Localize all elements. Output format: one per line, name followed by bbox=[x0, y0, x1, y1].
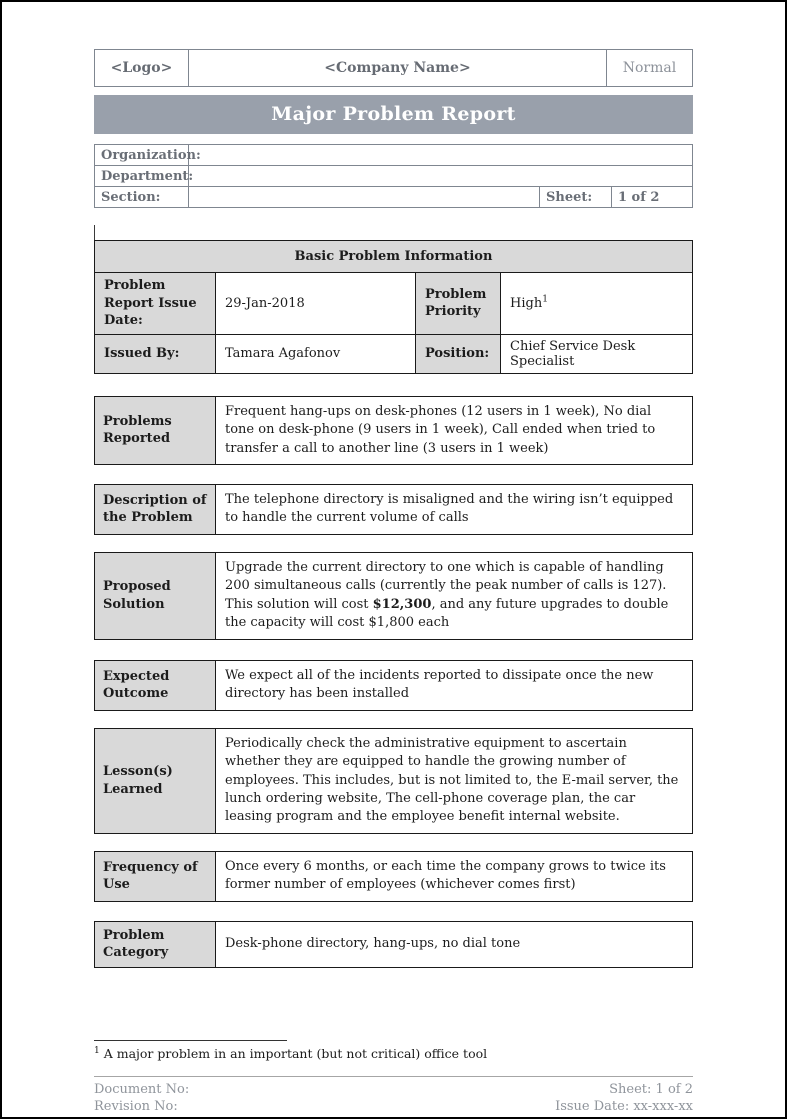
solution-cost-bold: $12,300 bbox=[372, 596, 432, 612]
expected-outcome-label: Expected Outcome bbox=[95, 660, 216, 710]
report-page bbox=[2, 2, 785, 1116]
table-border-artifact bbox=[94, 225, 95, 240]
priority-value bbox=[501, 273, 693, 335]
footnote-ref: 1 bbox=[94, 1045, 100, 1056]
expected-outcome-text: We expect all of the incidents reported to dissipate once the new directory has been installed bbox=[216, 660, 693, 710]
footer-left bbox=[94, 1081, 189, 1116]
classification-label: Normal bbox=[607, 50, 693, 87]
problem-category-text: Desk-phone directory, hang-ups, no dial tone bbox=[216, 921, 693, 967]
section-frequency-of-use bbox=[94, 851, 693, 902]
page-footer bbox=[94, 1076, 693, 1116]
basic-info-row-1 bbox=[95, 273, 693, 335]
document-no-label: Document No: bbox=[94, 1081, 190, 1097]
meta-table bbox=[94, 144, 693, 208]
lessons-learned-text: Periodically check the administrative equipment to ascertain whether they are equipped to handle the growing number of employees. This includes, but is not limited to, the E-mail server, the lunch ordering website, The cell-phone coverage plan, the car leasing program and the employee benefit internal website. bbox=[216, 728, 693, 833]
meta-row-section bbox=[95, 187, 693, 208]
section-expected-outcome bbox=[94, 660, 693, 711]
section-problem-category bbox=[94, 921, 693, 968]
problems-reported-label: Problems Reported bbox=[95, 396, 216, 464]
company-name: <Company Name> bbox=[189, 50, 607, 87]
sheet-label: Sheet: bbox=[539, 187, 611, 208]
section-problems-reported bbox=[94, 396, 693, 465]
proposed-solution-text bbox=[216, 552, 693, 639]
issued-by-label: Issued By: bbox=[95, 334, 216, 373]
section-proposed-solution bbox=[94, 552, 693, 640]
footnote-rule bbox=[94, 1040, 287, 1041]
section-lessons-learned bbox=[94, 728, 693, 834]
solution-text-before: Upgrade the current directory to one which is capable of handling 200 simultaneous calls (currently the peak number of calls is 127). This solution will cost bbox=[225, 559, 667, 612]
description-label: Description of the Problem bbox=[95, 485, 216, 535]
frequency-of-use-label: Frequency of Use bbox=[95, 851, 216, 901]
issued-by-value: Tamara Agafonov bbox=[216, 334, 416, 373]
basic-info-title: Basic Problem Information bbox=[95, 241, 693, 273]
issue-date-value: 29-Jan-2018 bbox=[216, 273, 416, 335]
footer-issue-date: Issue Date: xx-xxx-xx bbox=[555, 1099, 693, 1115]
footnote bbox=[94, 1046, 693, 1061]
solution-text-after: , and any future upgrades to double the capacity will cost $1,800 each bbox=[225, 596, 669, 631]
priority-text: High bbox=[510, 295, 543, 311]
organization-label: Organization: bbox=[95, 145, 189, 166]
position-label: Position: bbox=[416, 334, 501, 373]
section-description bbox=[94, 484, 693, 535]
position-value: Chief Service Desk Specialist bbox=[501, 334, 693, 373]
sheet-value: 1 of 2 bbox=[611, 187, 692, 208]
section-field bbox=[189, 187, 540, 208]
proposed-solution-label: Proposed Solution bbox=[95, 552, 216, 639]
footer-sheet: Sheet: 1 of 2 bbox=[609, 1081, 693, 1097]
priority-footnote-ref: 1 bbox=[542, 294, 548, 305]
department-label: Department: bbox=[95, 166, 189, 187]
priority-label: Problem Priority bbox=[416, 273, 501, 335]
description-text: The telephone directory is misaligned and the wiring isn’t equipped to handle the current volume of calls bbox=[216, 485, 693, 535]
basic-info-row-2 bbox=[95, 334, 693, 373]
frequency-of-use-text: Once every 6 months, or each time the company grows to twice its former number of employees (whichever comes first) bbox=[216, 851, 693, 901]
report-title: Major Problem Report bbox=[94, 95, 693, 134]
meta-row-organization bbox=[95, 145, 693, 166]
basic-info-table bbox=[94, 240, 693, 374]
revision-no-label: Revision No: bbox=[94, 1099, 178, 1115]
document-header bbox=[94, 49, 693, 87]
issue-date-label: Problem Report Issue Date: bbox=[95, 273, 216, 335]
problem-category-label: Problem Category bbox=[95, 921, 216, 967]
meta-row-department bbox=[95, 166, 693, 187]
problems-reported-text: Frequent hang-ups on desk-phones (12 users in 1 week), No dial tone on desk-phone (9 users in 1 week), Call ended when tried to transfer a call to another line (3 users in 1 week) bbox=[216, 396, 693, 464]
footnote-text: A major problem in an important (but not critical) office tool bbox=[103, 1045, 488, 1061]
logo-placeholder: <Logo> bbox=[95, 50, 189, 87]
organization-field bbox=[189, 145, 693, 166]
lessons-learned-label: Lesson(s) Learned bbox=[95, 728, 216, 833]
department-field bbox=[189, 166, 693, 187]
section-label: Section: bbox=[95, 187, 189, 208]
footer-right bbox=[555, 1081, 693, 1116]
